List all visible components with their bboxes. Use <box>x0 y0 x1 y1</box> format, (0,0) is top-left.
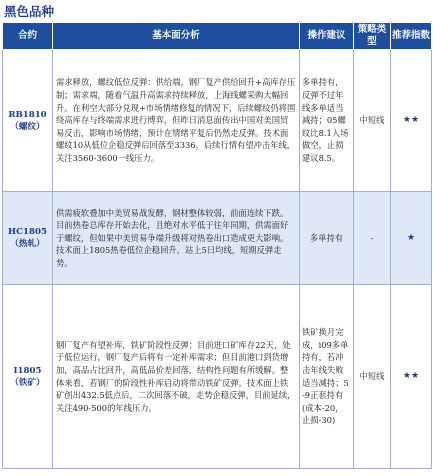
strategy-type-cell: 中短线 <box>354 50 391 192</box>
header-strategy-type: 策略类型 <box>354 23 391 50</box>
contract-code: HC1805 <box>8 227 47 237</box>
contract-code: I1805 <box>13 365 42 376</box>
contract-cell <box>3 50 53 192</box>
advice-cell: 多单持有，反弹不过年线多单适当减持；05螺纹比8.1入场做空，止损建议8.5。 <box>300 50 354 192</box>
contract-code: RB1810 <box>8 109 47 120</box>
contract-name: （螺纹） <box>10 121 45 132</box>
section-title: 黑色品种 <box>4 4 55 19</box>
analysis-cell: 供需疲软叠加中美贸易战发酵，钢材整体较弱，前面连续下跌。目前热卷总库存开始去化，且绝对水平低于往年同期，供需面好于螺纹，但如果中美贸易争端升级将对热卷出口造成更大影响。技术面上1805热卷低位企稳回升，站上5日均线，短期反弹走势。 <box>53 192 300 285</box>
table-row <box>3 50 432 192</box>
advice-cell: 铁矿换月完成，i09多单持有，若冲击年线失败适当减持；5-9正套持有(成本-20，止损-30) <box>300 285 354 469</box>
rating-stars: ★★ <box>391 285 432 469</box>
contract-cell <box>3 192 53 285</box>
table-row <box>3 192 432 285</box>
header-analysis: 基本面分析 <box>53 23 300 50</box>
rating-stars: ★ <box>391 192 432 285</box>
contract-name: （铁矿） <box>10 377 45 388</box>
rating-stars: ★★ <box>391 50 432 192</box>
analysis-cell: 需求释放，螺纹低位反弹：供给端，钢厂复产供给回升+高库存压制；需求端，随着气温升高需求持续释放，上海线螺采购大幅回升。在利空大部分兑现+市场情绪修复的情况下，后续螺纹仍将围绕高库存与终端需求进行博弈，但昨日消息面传出中国对美国贸易反击，影响市场情绪，预计在情绪平复后仍然走反弹。技术面螺纹10从低位企稳反弹后回落至3336，后续行情有望冲击年线，关注3560-3600一线压力。 <box>53 50 300 192</box>
contract-name: （热轧） <box>10 239 45 249</box>
advice-cell: 多单持有 <box>300 192 354 285</box>
table-row <box>3 285 432 469</box>
contract-cell <box>3 285 53 469</box>
strategy-type-cell: - <box>354 192 391 285</box>
strategy-type-cell: 中短线 <box>354 285 391 469</box>
strategy-table <box>2 22 432 469</box>
header-contract: 合约 <box>3 23 53 50</box>
header-rating: 推荐指数 <box>391 23 432 50</box>
analysis-cell: 钢厂复产有望补库，铁矿阶段性反弹：目前进口矿库存22天，处于低位运行，钢厂复产后将有一定补库需求；但目前港口到货增加，高品占比回升，高低品价差回落，结构性问题有所缓解。整体来看，若钢厂的阶段性补库启动将带动铁矿反弹。技术面上铁矿创出432.5低点后，二次回落不破，走势企稳反弹，目前延续，关注490-500的年线压力。 <box>53 285 300 469</box>
table-header-row <box>3 23 432 50</box>
header-advice: 操作建议 <box>300 23 354 50</box>
